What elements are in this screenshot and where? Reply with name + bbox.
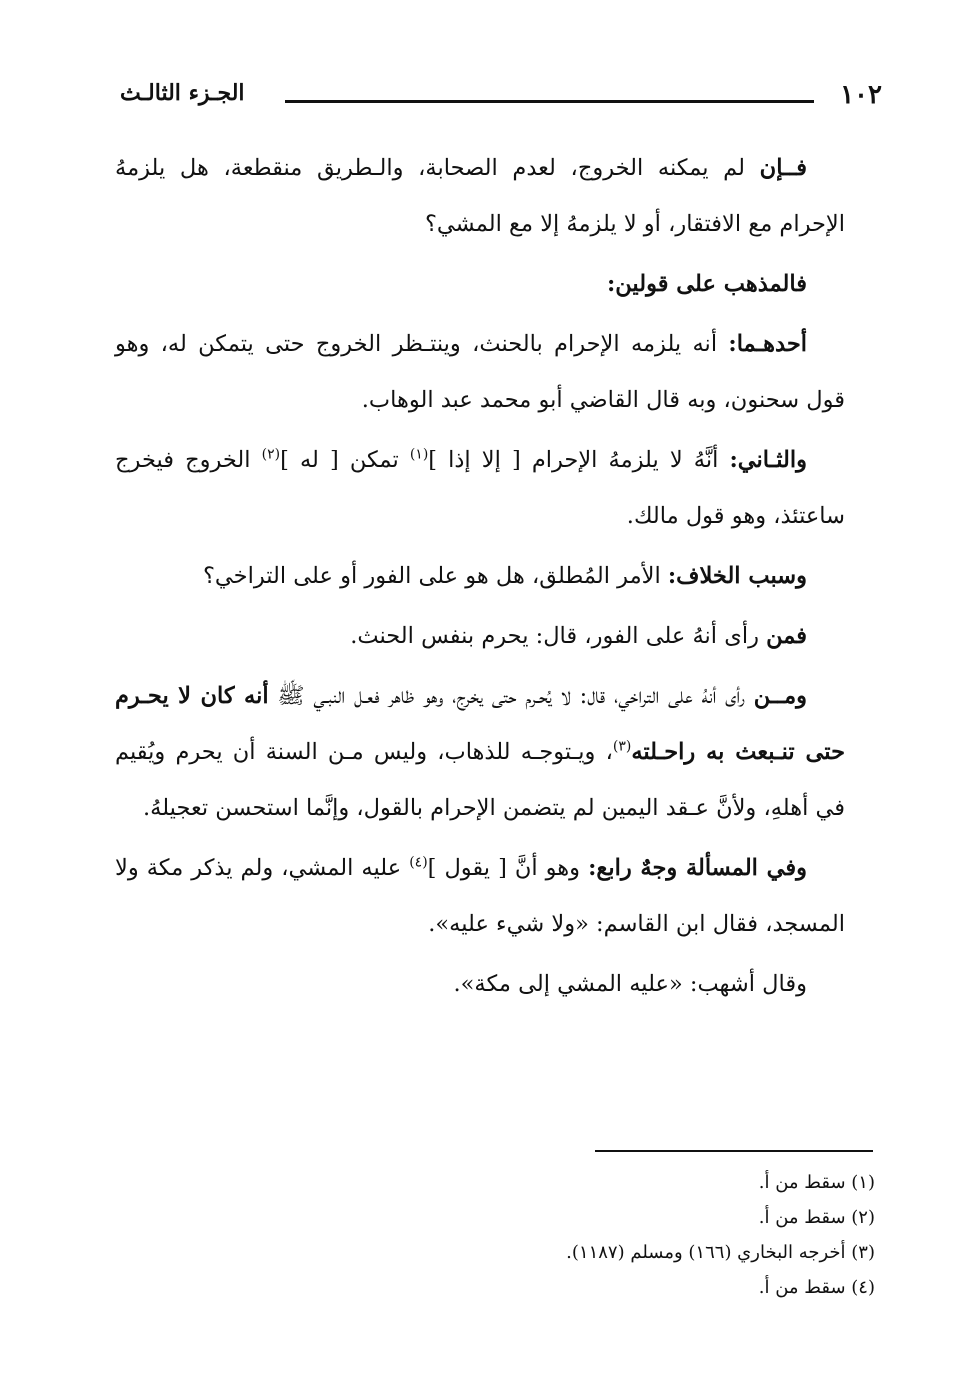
footnote-rule [595, 1150, 873, 1152]
paragraph-4-text-c: الخروج فيخرج ساعتئذ، وهو قول مالك. [115, 447, 845, 529]
paragraph-6-lead: فمن [766, 623, 807, 649]
paragraph-6 [115, 608, 845, 664]
paragraph-7-text-b: ، ويـتوجـه للذهاب، وليس مـن السنة أن يحرم ويُقيم في أهلهِ، ولأنَّ عـقد اليمين لم يتضمن الإحرام بالقول، وإنَّما استحسن تعجيلهُ. [115, 739, 845, 821]
paragraph-1-lead: فــإن [759, 155, 807, 181]
paragraph-7 [115, 668, 845, 836]
paragraph-2-lead: فالمذهب على قولين: [607, 271, 807, 297]
paragraph-9-text: وقال أشهب: «عليه المشي إلى مكة». [453, 971, 807, 997]
page-number: ١٠٢ [840, 80, 882, 110]
running-header [120, 78, 882, 118]
paragraph-7-lead: ومــن [753, 683, 807, 709]
footnote-ref-2[interactable]: (٢) [261, 446, 281, 463]
paragraph-6-text: رأى أنهُ على الفور، قال: يحرم بنفس الحنث. [350, 623, 767, 649]
paragraph-3 [115, 316, 845, 428]
paragraph-3-text: أنه يلزمه الإحرام بالحنث، وينتـظر الخروج حتى يتمكن له، وهو قول سحنون، وبه قال القاضي أبو محمد عبد الوهاب. [115, 331, 845, 413]
paragraph-8 [115, 840, 845, 952]
footnote-1: (١) سقط من أ. [758, 1172, 875, 1193]
paragraph-1 [115, 140, 845, 252]
footnote-ref-1[interactable]: (١) [409, 446, 429, 463]
paragraph-8-text-a: وهو أنَّ [ يقول ] [427, 855, 589, 881]
paragraph-4 [115, 432, 845, 544]
main-text [115, 140, 845, 1012]
paragraph-5-lead: وسبب الخلاف: [667, 563, 807, 589]
footnote-ref-3[interactable]: (٣) [612, 738, 632, 755]
paragraph-5-text: الأمر المُطلق، هل هو على الفور أو على التراخي؟ [202, 563, 668, 589]
header-rule [285, 100, 814, 103]
paragraph-8-text-b: عليه المشي، ولم يذكر مكة ولا المسجد، فقال ابن القاسم: «ولا شيء عليه». [115, 855, 845, 937]
hadith-quote: أنه كان لا يحـرم حتى تنـبعث به راحـلته [115, 683, 845, 765]
paragraph-1-text: لم يمكنه الخروج، لعدم الصحابة، والـطريق منقطعة، هل يلزمهُ الإحرام مع الافتقار، أو لا يلزمهُ إلا مع المشي؟ [115, 155, 845, 237]
paragraph-4-lead: والثـاني: [729, 447, 807, 473]
paragraph-4-text-a: أنَّهُ لا يلزمهُ الإحرام [ إلا إذا ] [428, 447, 730, 473]
paragraph-3-lead: أحدهـما: [728, 331, 807, 357]
paragraph-7-text-a: رأى أنهُ على التراخي، قال: لا يُحـرم حتى يخرج، وهو ظاهر فعـل النبـي ﷺ [268, 683, 754, 709]
paragraph-8-lead: وفي المسألة وجهٌ رابع: [588, 855, 807, 881]
paragraph-5 [115, 548, 845, 604]
paragraph-4-text-b: تمكن [ له ] [280, 447, 410, 473]
footnotes [175, 1165, 875, 1305]
paragraph-9 [115, 956, 845, 1012]
paragraph-2 [115, 256, 845, 312]
footnote-3: (٣) أخرجه البخاري (١٦٦) ومسلم (١١٨٧). [566, 1242, 875, 1263]
footnote-ref-4[interactable]: (٤) [409, 854, 428, 871]
part-title: الجـزء الثالـث [120, 80, 245, 106]
footnote-4: (٤) سقط من أ. [758, 1277, 875, 1298]
footnote-2: (٢) سقط من أ. [758, 1207, 875, 1228]
